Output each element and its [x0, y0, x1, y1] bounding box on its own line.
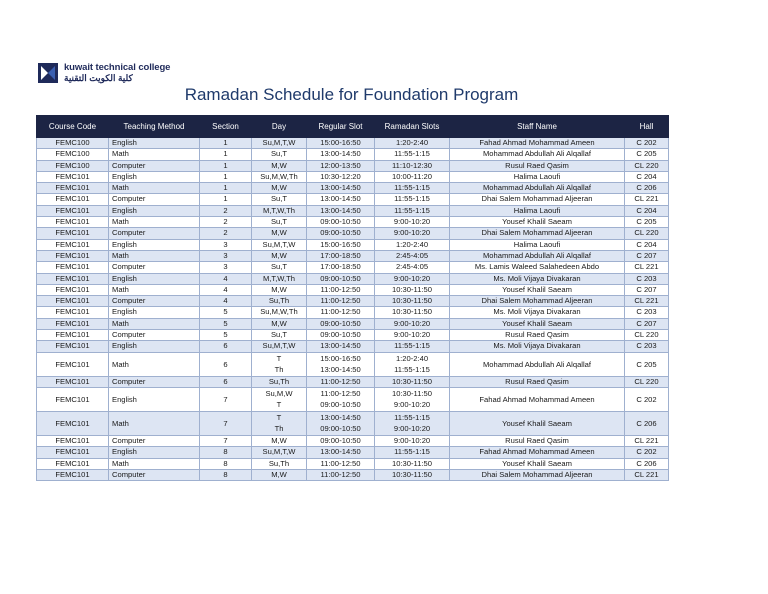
teaching-method-cell: Math	[109, 458, 200, 469]
section-cell: 2	[200, 228, 252, 239]
table-row	[37, 205, 669, 216]
table-row	[37, 469, 669, 480]
staff-name-cell: Ms. Moli Vijaya Divakaran	[450, 273, 625, 284]
page-title: Ramadan Schedule for Foundation Program	[184, 85, 519, 104]
course-code-cell: FEMC101	[37, 239, 109, 250]
hall-cell: CL 221	[625, 194, 669, 205]
table-row	[37, 228, 669, 239]
header-staff-name: Staff Name	[450, 116, 625, 138]
table-row	[37, 352, 669, 376]
teaching-method-cell: English	[109, 387, 200, 411]
section-cell: 4	[200, 284, 252, 295]
section-cell: 7	[200, 411, 252, 435]
ramadan-slot-cell: 10:30-11:50	[375, 469, 450, 480]
hall-cell: C 205	[625, 217, 669, 228]
regular-slot-cell-line: 09:00-10:50	[320, 400, 361, 410]
day-cell: M,T,W,Th	[252, 205, 307, 216]
staff-name-cell: Mohammad Abdullah Ali Alqallaf	[450, 149, 625, 160]
ramadan-slot-cell: 10:00-11:20	[375, 171, 450, 182]
day-cell: Su,T	[252, 194, 307, 205]
regular-slot-cell	[307, 411, 375, 435]
logo-name-ar: كلية الكويت التقنية	[64, 72, 133, 83]
regular-slot-cell: 17:00-18:50	[307, 250, 375, 261]
regular-slot-cell: 09:00-10:50	[307, 330, 375, 341]
college-logo-icon	[38, 63, 58, 83]
table-row	[37, 296, 669, 307]
table-header-row	[37, 116, 669, 138]
teaching-method-cell: English	[109, 138, 200, 149]
staff-name-cell: Dhai Salem Mohammad Aljeeran	[450, 296, 625, 307]
day-cell-line: T	[276, 413, 282, 423]
table-row	[37, 387, 669, 411]
course-code-cell: FEMC101	[37, 183, 109, 194]
course-code-cell: FEMC101	[37, 194, 109, 205]
section-cell: 5	[200, 330, 252, 341]
regular-slot-cell: 15:00-16:50	[307, 138, 375, 149]
course-code-cell: FEMC101	[37, 376, 109, 387]
day-cell: Su,T	[252, 262, 307, 273]
hall-cell: C 207	[625, 284, 669, 295]
hall-cell: CL 220	[625, 330, 669, 341]
teaching-method-cell: English	[109, 447, 200, 458]
day-cell: M,W	[252, 318, 307, 329]
regular-slot-cell: 13:00-14:50	[307, 183, 375, 194]
day-cell: M,W	[252, 183, 307, 194]
course-code-cell: FEMC101	[37, 469, 109, 480]
ramadan-slot-cell: 10:30-11:50	[375, 284, 450, 295]
teaching-method-cell: English	[109, 341, 200, 352]
day-cell-line: Th	[274, 365, 284, 375]
day-cell: Su,M,T,W	[252, 239, 307, 250]
table-row	[37, 138, 669, 149]
table-row	[37, 217, 669, 228]
section-cell: 8	[200, 469, 252, 480]
staff-name-cell: Fahad Ahmad Mohammad Ameen	[450, 387, 625, 411]
teaching-method-cell: Computer	[109, 435, 200, 446]
ramadan-slot-cell: 11:55-1:15	[375, 447, 450, 458]
section-cell: 4	[200, 296, 252, 307]
section-cell: 7	[200, 435, 252, 446]
ramadan-slot-cell: 9:00-10:20	[375, 273, 450, 284]
staff-name-cell: Rusul Raed Qasim	[450, 435, 625, 446]
hall-cell: C 205	[625, 149, 669, 160]
regular-slot-cell-line: 13:00-14:50	[320, 413, 361, 423]
course-code-cell: FEMC101	[37, 387, 109, 411]
staff-name-cell: Ms. Moli Vijaya Divakaran	[450, 341, 625, 352]
teaching-method-cell: English	[109, 273, 200, 284]
day-cell: Su,M,T,W	[252, 138, 307, 149]
table-row	[37, 239, 669, 250]
day-cell: Su,M,W,Th	[252, 307, 307, 318]
table-row	[37, 330, 669, 341]
ramadan-slot-cell-line: 9:00-10:20	[393, 400, 431, 410]
day-cell: Su,T	[252, 149, 307, 160]
regular-slot-cell-line: 09:00-10:50	[320, 424, 361, 434]
ramadan-slot-cell: 11:55-1:15	[375, 149, 450, 160]
hall-cell: C 206	[625, 411, 669, 435]
day-cell: M,T,W,Th	[252, 273, 307, 284]
ramadan-slot-cell: 11:55-1:15	[375, 341, 450, 352]
teaching-method-cell: English	[109, 171, 200, 182]
staff-name-cell: Yousef Khalil Saeam	[450, 284, 625, 295]
section-cell: 8	[200, 447, 252, 458]
ramadan-slot-cell	[375, 352, 450, 376]
regular-slot-cell-line: 15:00-16:50	[320, 354, 361, 364]
day-cell	[252, 352, 307, 376]
regular-slot-cell: 11:00-12:50	[307, 376, 375, 387]
day-cell-line: Th	[274, 424, 284, 434]
staff-name-cell: Fahad Ahmad Mohammad Ameen	[450, 447, 625, 458]
section-cell: 7	[200, 387, 252, 411]
teaching-method-cell: Math	[109, 217, 200, 228]
ramadan-slot-cell: 11:55-1:15	[375, 194, 450, 205]
staff-name-cell: Dhai Salem Mohammad Aljeeran	[450, 194, 625, 205]
day-cell: M,W	[252, 284, 307, 295]
logo-name-en: kuwait technical college	[64, 62, 171, 74]
ramadan-slot-cell: 2:45-4:05	[375, 250, 450, 261]
regular-slot-cell: 13:00-14:50	[307, 149, 375, 160]
staff-name-cell: Yousef Khalil Saeam	[450, 458, 625, 469]
hall-cell: C 206	[625, 183, 669, 194]
regular-slot-cell: 13:00-14:50	[307, 205, 375, 216]
staff-name-cell: Ms. Lamis Waleed Salahedeen Abdo	[450, 262, 625, 273]
staff-name-cell: Mohammad Abdullah Ali Alqallaf	[450, 250, 625, 261]
hall-cell: CL 221	[625, 469, 669, 480]
table-row	[37, 149, 669, 160]
hall-cell: C 204	[625, 171, 669, 182]
course-code-cell: FEMC101	[37, 171, 109, 182]
teaching-method-cell: English	[109, 205, 200, 216]
hall-cell: C 202	[625, 387, 669, 411]
course-code-cell: FEMC101	[37, 250, 109, 261]
table-row	[37, 194, 669, 205]
regular-slot-cell-line: 13:00-14:50	[320, 365, 361, 375]
table-row	[37, 376, 669, 387]
regular-slot-cell: 15:00-16:50	[307, 239, 375, 250]
day-cell: Su,Th	[252, 458, 307, 469]
schedule-table	[36, 115, 669, 481]
table-row	[37, 262, 669, 273]
day-cell: M,W	[252, 228, 307, 239]
section-cell: 8	[200, 458, 252, 469]
staff-name-cell: Halima Laoufi	[450, 205, 625, 216]
teaching-method-cell: Math	[109, 183, 200, 194]
ramadan-slot-cell: 1:20-2:40	[375, 239, 450, 250]
day-cell-line: T	[276, 354, 282, 364]
course-code-cell: FEMC101	[37, 318, 109, 329]
ramadan-slot-cell: 11:55-1:15	[375, 205, 450, 216]
staff-name-cell: Ms. Moli Vijaya Divakaran	[450, 307, 625, 318]
teaching-method-cell: Computer	[109, 160, 200, 171]
day-cell: M,W	[252, 435, 307, 446]
day-cell: M,W	[252, 160, 307, 171]
day-cell: Su,M,T,W	[252, 341, 307, 352]
staff-name-cell: Halima Laoufi	[450, 239, 625, 250]
regular-slot-cell	[307, 387, 375, 411]
section-cell: 1	[200, 171, 252, 182]
hall-cell: C 205	[625, 352, 669, 376]
staff-name-cell: Yousef Khalil Saeam	[450, 217, 625, 228]
table-row	[37, 318, 669, 329]
course-code-cell: FEMC101	[37, 273, 109, 284]
ramadan-slot-cell: 9:00-10:20	[375, 318, 450, 329]
teaching-method-cell: Computer	[109, 469, 200, 480]
ramadan-slot-cell: 9:00-10:20	[375, 330, 450, 341]
hall-cell: C 203	[625, 307, 669, 318]
section-cell: 6	[200, 352, 252, 376]
hall-cell: CL 221	[625, 296, 669, 307]
regular-slot-cell: 11:00-12:50	[307, 296, 375, 307]
course-code-cell: FEMC100	[37, 160, 109, 171]
regular-slot-cell: 11:00-12:50	[307, 458, 375, 469]
table-row	[37, 273, 669, 284]
ramadan-slot-cell	[375, 387, 450, 411]
regular-slot-cell	[307, 352, 375, 376]
ramadan-slot-cell: 10:30-11:50	[375, 458, 450, 469]
section-cell: 5	[200, 307, 252, 318]
teaching-method-cell: English	[109, 239, 200, 250]
day-cell	[252, 411, 307, 435]
table-row	[37, 160, 669, 171]
regular-slot-cell: 11:00-12:50	[307, 284, 375, 295]
course-code-cell: FEMC101	[37, 262, 109, 273]
table-row	[37, 171, 669, 182]
ramadan-slot-cell-line: 11:55-1:15	[394, 413, 430, 423]
section-cell: 3	[200, 250, 252, 261]
regular-slot-cell-line: 11:00-12:50	[320, 389, 361, 399]
hall-cell: C 206	[625, 458, 669, 469]
ramadan-slot-cell: 11:10-12:30	[375, 160, 450, 171]
table-row	[37, 250, 669, 261]
staff-name-cell: Halima Laoufi	[450, 171, 625, 182]
regular-slot-cell: 11:00-12:50	[307, 469, 375, 480]
header-regular-slot: Regular Slot	[307, 116, 375, 138]
section-cell: 2	[200, 205, 252, 216]
staff-name-cell: Fahad Ahmad Mohammad Ameen	[450, 138, 625, 149]
teaching-method-cell: Math	[109, 411, 200, 435]
section-cell: 2	[200, 217, 252, 228]
hall-cell: C 204	[625, 239, 669, 250]
teaching-method-cell: Computer	[109, 262, 200, 273]
regular-slot-cell: 09:00-10:50	[307, 228, 375, 239]
day-cell: Su,Th	[252, 296, 307, 307]
staff-name-cell: Rusul Raed Qasim	[450, 376, 625, 387]
section-cell: 5	[200, 318, 252, 329]
regular-slot-cell: 12:00-13:50	[307, 160, 375, 171]
course-code-cell: FEMC101	[37, 411, 109, 435]
hall-cell: C 202	[625, 447, 669, 458]
staff-name-cell: Dhai Salem Mohammad Aljeeran	[450, 469, 625, 480]
table-row	[37, 284, 669, 295]
section-cell: 1	[200, 160, 252, 171]
hall-cell: C 203	[625, 273, 669, 284]
course-code-cell: FEMC100	[37, 149, 109, 160]
teaching-method-cell: Math	[109, 318, 200, 329]
table-row	[37, 458, 669, 469]
staff-name-cell: Mohammad Abdullah Ali Alqallaf	[450, 352, 625, 376]
section-cell: 1	[200, 183, 252, 194]
course-code-cell: FEMC101	[37, 458, 109, 469]
table-row	[37, 341, 669, 352]
ramadan-slot-cell-line: 9:00-10:20	[393, 424, 431, 434]
ramadan-slot-cell-line: 1:20-2:40	[395, 354, 429, 364]
day-cell-line: Su,M,W	[265, 389, 293, 399]
ramadan-slot-cell: 9:00-10:20	[375, 435, 450, 446]
ramadan-slot-cell: 10:30-11:50	[375, 296, 450, 307]
table-row	[37, 447, 669, 458]
hall-cell: C 207	[625, 318, 669, 329]
header-teaching-method: Teaching Method	[109, 116, 200, 138]
teaching-method-cell: Computer	[109, 376, 200, 387]
section-cell: 3	[200, 262, 252, 273]
teaching-method-cell: Computer	[109, 330, 200, 341]
ramadan-slot-cell: 10:30-11:50	[375, 307, 450, 318]
section-cell: 1	[200, 138, 252, 149]
header-day: Day	[252, 116, 307, 138]
day-cell-line: T	[276, 400, 282, 410]
hall-cell: C 203	[625, 341, 669, 352]
hall-cell: CL 220	[625, 228, 669, 239]
course-code-cell: FEMC101	[37, 307, 109, 318]
section-cell: 4	[200, 273, 252, 284]
regular-slot-cell: 11:00-12:50	[307, 307, 375, 318]
staff-name-cell: Yousef Khalil Saeam	[450, 411, 625, 435]
section-cell: 6	[200, 376, 252, 387]
ramadan-slot-cell	[375, 411, 450, 435]
regular-slot-cell: 09:00-10:50	[307, 273, 375, 284]
hall-cell: CL 221	[625, 262, 669, 273]
section-cell: 1	[200, 194, 252, 205]
staff-name-cell: Rusul Raed Qasim	[450, 330, 625, 341]
ramadan-slot-cell: 10:30-11:50	[375, 376, 450, 387]
hall-cell: C 204	[625, 205, 669, 216]
course-code-cell: FEMC101	[37, 205, 109, 216]
ramadan-slot-cell: 2:45-4:05	[375, 262, 450, 273]
teaching-method-cell: Math	[109, 352, 200, 376]
regular-slot-cell: 09:00-10:50	[307, 435, 375, 446]
course-code-cell: FEMC100	[37, 138, 109, 149]
ramadan-slot-cell: 11:55-1:15	[375, 183, 450, 194]
day-cell: M,W	[252, 469, 307, 480]
teaching-method-cell: Computer	[109, 228, 200, 239]
day-cell: Su,M,W,Th	[252, 171, 307, 182]
header-course-code: Course Code	[37, 116, 109, 138]
staff-name-cell: Rusul Raed Qasim	[450, 160, 625, 171]
course-code-cell: FEMC101	[37, 284, 109, 295]
ramadan-slot-cell: 1:20-2:40	[375, 138, 450, 149]
header-section: Section	[200, 116, 252, 138]
day-cell: Su,T	[252, 330, 307, 341]
section-cell: 3	[200, 239, 252, 250]
ramadan-slot-cell: 9:00-10:20	[375, 217, 450, 228]
ramadan-slot-cell-line: 11:55-1:15	[394, 365, 430, 375]
hall-cell: CL 221	[625, 435, 669, 446]
teaching-method-cell: Computer	[109, 296, 200, 307]
section-cell: 1	[200, 149, 252, 160]
course-code-cell: FEMC101	[37, 330, 109, 341]
regular-slot-cell: 13:00-14:50	[307, 194, 375, 205]
table-row	[37, 307, 669, 318]
regular-slot-cell: 13:00-14:50	[307, 447, 375, 458]
staff-name-cell: Yousef Khalil Saeam	[450, 318, 625, 329]
regular-slot-cell: 13:00-14:50	[307, 341, 375, 352]
day-cell	[252, 387, 307, 411]
hall-cell: C 202	[625, 138, 669, 149]
ramadan-slot-cell: 9:00-10:20	[375, 228, 450, 239]
day-cell: M,W	[252, 250, 307, 261]
regular-slot-cell: 09:00-10:50	[307, 217, 375, 228]
header-hall: Hall	[625, 116, 669, 138]
regular-slot-cell: 10:30-12:20	[307, 171, 375, 182]
day-cell: Su,M,T,W	[252, 447, 307, 458]
teaching-method-cell: Math	[109, 284, 200, 295]
teaching-method-cell: English	[109, 307, 200, 318]
regular-slot-cell: 09:00-10:50	[307, 318, 375, 329]
teaching-method-cell: Computer	[109, 194, 200, 205]
course-code-cell: FEMC101	[37, 435, 109, 446]
day-cell: Su,T	[252, 217, 307, 228]
teaching-method-cell: Math	[109, 149, 200, 160]
course-code-cell: FEMC101	[37, 447, 109, 458]
regular-slot-cell: 17:00-18:50	[307, 262, 375, 273]
staff-name-cell: Mohammad Abdullah Ali Alqallaf	[450, 183, 625, 194]
course-code-cell: FEMC101	[37, 228, 109, 239]
table-body	[37, 138, 669, 481]
table-row	[37, 435, 669, 446]
course-code-cell: FEMC101	[37, 341, 109, 352]
hall-cell: CL 220	[625, 376, 669, 387]
course-code-cell: FEMC101	[37, 296, 109, 307]
section-cell: 6	[200, 341, 252, 352]
course-code-cell: FEMC101	[37, 217, 109, 228]
table-row	[37, 183, 669, 194]
hall-cell: CL 220	[625, 160, 669, 171]
table-row	[37, 411, 669, 435]
day-cell: Su,Th	[252, 376, 307, 387]
hall-cell: C 207	[625, 250, 669, 261]
header-ramadan-slots: Ramadan Slots	[375, 116, 450, 138]
course-code-cell: FEMC101	[37, 352, 109, 376]
staff-name-cell: Dhai Salem Mohammad Aljeeran	[450, 228, 625, 239]
teaching-method-cell: Math	[109, 250, 200, 261]
college-logo	[38, 62, 170, 84]
ramadan-slot-cell-line: 10:30-11:50	[392, 389, 432, 399]
